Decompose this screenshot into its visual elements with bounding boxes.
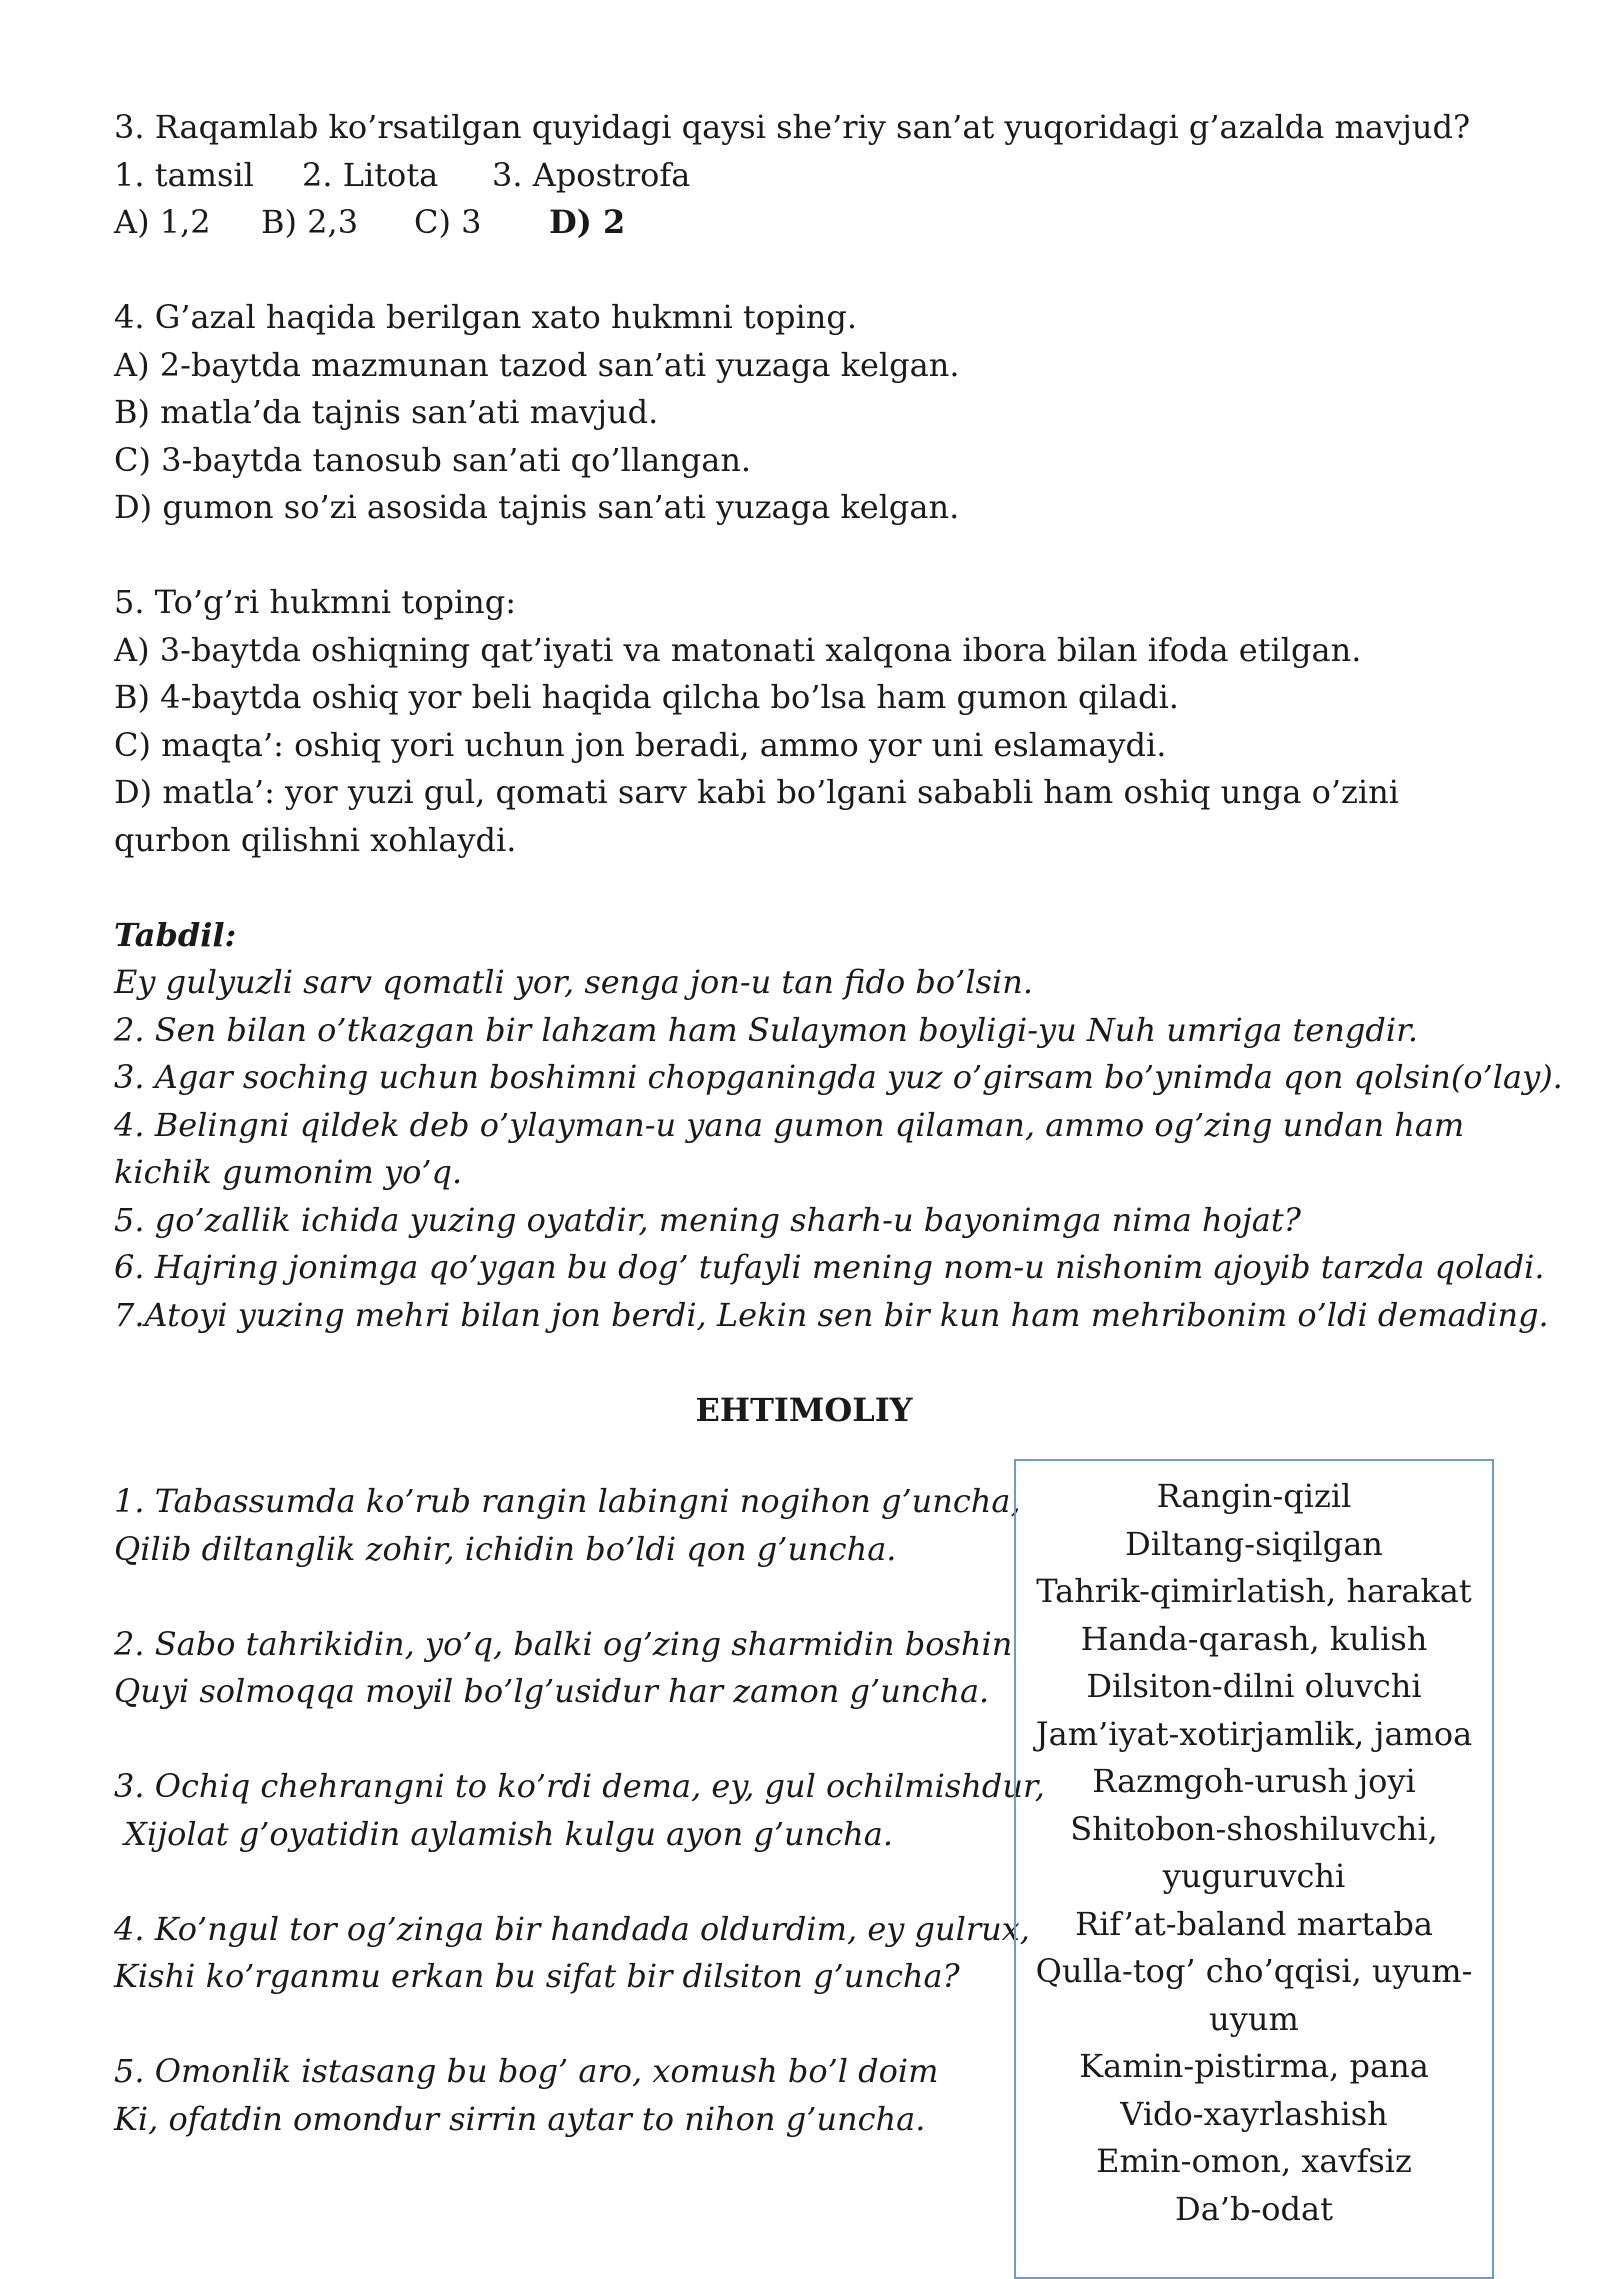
bayt-2-line-2: Quyi solmoqqa moyil bo’lg’usidur har zamon g’uncha. — [114, 1672, 990, 1710]
q3-option-d-answer: D) 2 — [549, 203, 626, 241]
glossary-entry: Jam’iyat-xotirjamlik, jamoa — [1035, 1714, 1473, 1753]
q4-option-a: A) 2-baytda mazmunan tazod san’ati yuzaga kelgan. — [114, 345, 960, 384]
glossary-entry: Handa-qarash, kulish — [1080, 1619, 1428, 1658]
bayt-5-line-1: 5. Omonlik istasang bu bog’ aro, xomush bo’l doim — [114, 2052, 939, 2090]
bayt-1-line-2: Qilib diltanglik zohir, ichidin bo’ldi qon g’uncha. — [114, 1529, 897, 1568]
question-5-text: 5. To’g’ri hukmni toping: — [114, 583, 517, 621]
question-3-options — [114, 199, 1494, 247]
glossary-entry: yuguruvchi — [1162, 1857, 1346, 1895]
bayt-2-line-1: 2. Sabo tahrikidin, yo’q, balki og’zing sharmidin boshin — [114, 1624, 1013, 1663]
spacer — [114, 247, 1494, 295]
glossary-entry: Vido-xayrlashish — [1120, 2094, 1388, 2133]
spacer — [114, 532, 1494, 580]
glossary-entry: uyum — [1209, 1999, 1299, 2038]
tabdil-line-4: 4. Belingni qildek deb o’ylayman-u yana gumon qilaman, ammo og’zing undan ham kichik gumonim yo’q. — [114, 1105, 1465, 1191]
q3-item-3: 3. Apostrofa — [492, 155, 691, 194]
spacer — [114, 1716, 1014, 1764]
glossary-entry: Rif’at-baland martaba — [1075, 1904, 1433, 1943]
bayt-3-line-2: Xijolat g’oyatidin aylamish kulgu ayon g’uncha. — [114, 1814, 893, 1853]
glossary-box — [1014, 1459, 1494, 2279]
spacer — [114, 2001, 1014, 2049]
glossary-entry: Dilsiton-dilni oluvchi — [1086, 1667, 1422, 1705]
q3-option-c: C) 3 — [414, 203, 482, 241]
tabdil-line-1: Ey gulyuzli sarv qomatli yor, senga jon-u tan fido bo’lsin. — [114, 963, 1033, 1001]
bayt-1-line-1: 1. Tabassumda ko’rub rangin labingni nogihon g’uncha, — [114, 1482, 1021, 1520]
tabdil-line-3: 3. Agar soching uchun boshimni chopganingda yuz o’girsam bo’ynimda qon qolsin(o’lay). — [114, 1058, 1563, 1096]
bayt-3-line-1: 3. Ochiq chehrangni to ko’rdi dema, ey, gul ochilmishdur, — [114, 1767, 1045, 1805]
q3-item-1: 1. tamsil — [114, 155, 254, 194]
q4-option-b: B) matla’da tajnis san’ati mavjud. — [114, 393, 659, 431]
tabdil-title: Tabdil: — [114, 915, 237, 954]
ehtimoliy-heading: EHTIMOLIY — [695, 1390, 913, 1429]
spacer — [114, 1858, 1014, 1906]
glossary-entry: Diltang-siqilgan — [1125, 1524, 1383, 1563]
q3-option-b: B) 2,3 — [261, 203, 359, 241]
bayt-4-line-1: 4. Ko’ngul tor og’zinga bir handada oldurdim, ey gulrux, — [114, 1909, 1030, 1948]
bayt-5-line-2: Ki, ofatdin omondur sirrin aytar to nihon g’uncha. — [114, 2099, 926, 2138]
glossary-entry: Emin-omon, xavfsiz — [1096, 2142, 1412, 2180]
question-3-items — [114, 152, 1494, 200]
tabdil-line-2: 2. Sen bilan o’tkazgan bir lahzam ham Sulaymon boyligi-yu Nuh umriga tengdir. — [114, 1010, 1419, 1049]
glossary-entry: Qulla-tog’ cho’qqisi, uyum- — [1035, 1952, 1473, 1990]
q3-item-2: 2. Litota — [302, 155, 439, 194]
tabdil-line-5: 5. go’zallik ichida yuzing oyatdir, mening sharh-u bayonimga nima hojat? — [114, 1200, 1301, 1239]
glossary-entry: Kamin-pistirma, pana — [1079, 2047, 1429, 2085]
glossary-entry: Razmgoh-urush joyi — [1092, 1762, 1416, 1800]
spacer — [114, 1573, 1014, 1621]
q3-option-a: A) 1,2 — [114, 203, 211, 241]
document-page — [114, 104, 1563, 1434]
q4-option-d: D) gumon so’zi asosida tajnis san’ati yuzaga kelgan. — [114, 488, 960, 526]
glossary-entry: Tahrik-qimirlatish, harakat — [1036, 1572, 1472, 1610]
q5-option-c: C) maqta’: oshiq yori uchun jon beradi, ammo yor uni eslamaydi. — [114, 725, 1167, 764]
q5-option-a: A) 3-baytda oshiqning qat’iyati va matonati xalqona ibora bilan ifoda etilgan. — [114, 630, 1362, 669]
bayt-4-line-2: Kishi ko’rganmu erkan bu sifat bir dilsiton g’uncha? — [114, 1957, 960, 1995]
glossary-entry: Da’b-odat — [1175, 2189, 1333, 2228]
glossary-entry: Shitobon-shoshiluvchi, — [1070, 1809, 1438, 1848]
question-3-text: 3. Raqamlab ko’rsatilgan quyidagi qaysi she’riy san’at yuqoridagi g’azalda mavjud? — [114, 108, 1471, 146]
q5-option-d: D) matla’: yor yuzi gul, qomati sarv kabi bo’lgani sababli ham oshiq unga o’zini qurbon qilishni xohlaydi. — [114, 773, 1399, 859]
poem-section — [114, 1478, 1045, 2143]
spacer — [114, 1339, 1494, 1387]
tabdil-line-6: 6. Hajring jonimga qo’ygan bu dog’ tufayli mening nom-u nishonim ajoyib tarzda qoladi. — [114, 1248, 1545, 1286]
question-4-text: 4. G’azal haqida berilgan xato hukmni toping. — [114, 298, 858, 336]
glossary-entry: Rangin-qizil — [1156, 1477, 1352, 1515]
tabdil-line-7: 7.Atoyi yuzing mehri bilan jon berdi, Lekin sen bir kun ham mehribonim o’ldi demading. — [114, 1295, 1549, 1334]
q4-option-c: C) 3-baytda tanosub san’ati qo’llangan. — [114, 440, 752, 479]
q5-option-b: B) 4-baytda oshiq yor beli haqida qilcha bo’lsa ham gumon qiladi. — [114, 678, 1179, 716]
spacer — [114, 864, 1494, 912]
